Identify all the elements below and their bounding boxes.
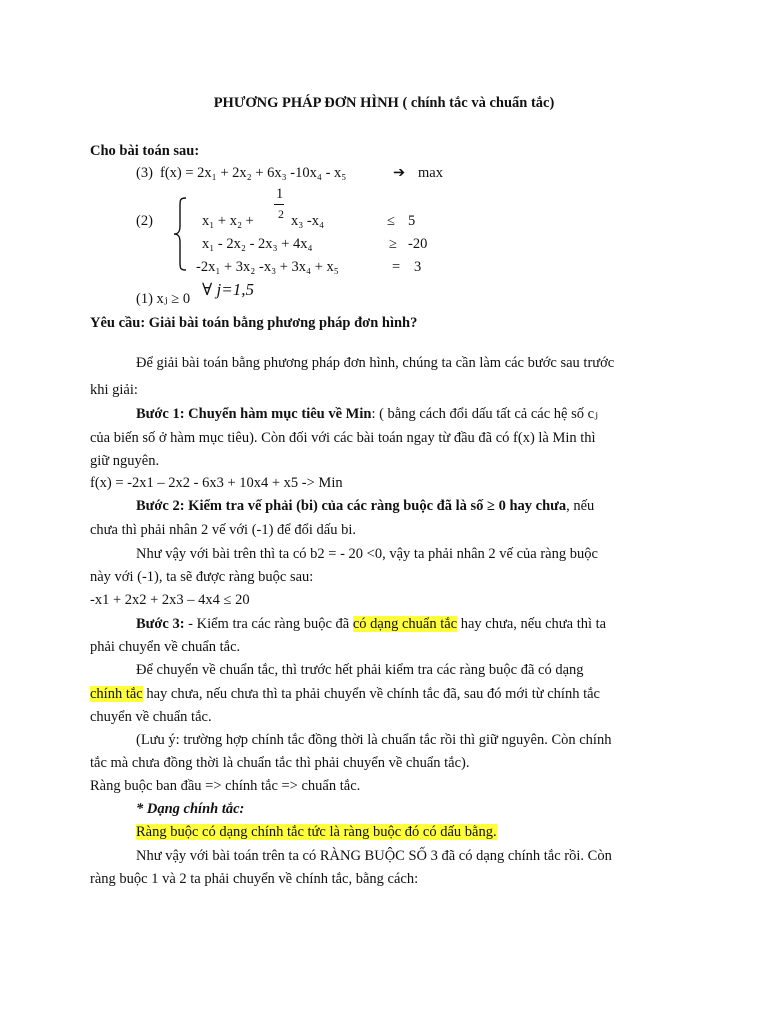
arrow-icon: ➔	[393, 165, 406, 181]
requirement: Yêu cầu: Giải bài toán bằng phương pháp đơn hình?	[90, 315, 418, 331]
constraint-3-rhs: 3	[414, 259, 422, 275]
objective-goal: max	[418, 165, 443, 181]
para-1: Để giải bài toán bằng phương pháp đơn hình, chúng ta cần làm các bước sau trước	[136, 355, 615, 371]
constraint-2-op: ≥	[389, 236, 397, 252]
step-3-explain-cont: chính tắc hay chưa, nếu chưa thì ta phải chuyển về chính tắc đã, sau đó mới từ chính tắc	[90, 686, 600, 702]
step-2-cont: chưa thì phải nhân 2 vế với (-1) để đổi dấu bi.	[90, 522, 356, 538]
step-3: Bước 3: - Kiểm tra các ràng buộc đã có dạng chuẩn tắc hay chưa, nếu chưa thì ta	[136, 616, 607, 632]
step-3-explain: Để chuyển về chuẩn tắc, thì trước hết phải kiểm tra các ràng buộc đã có dạng	[136, 662, 584, 678]
fraction-denominator: 2	[278, 207, 284, 221]
canonical-form-definition: Ràng buộc có dạng chính tắc tức là ràng buộc đó có dấu bằng.	[136, 824, 497, 840]
canonical-form-heading: * Dạng chính tắc:	[136, 801, 245, 817]
nonneg-label: (1) xⱼ ≥ 0	[136, 291, 191, 307]
para-1-cont: khi giải:	[90, 382, 138, 398]
step-2-explain: Như vậy với bài trên thì ta có b2 = - 20 <0, vậy ta phải nhân 2 vế của ràng buộc	[136, 546, 598, 562]
closing-para: Như vậy với bài toán trên ta có RÀNG BUỘC SỐ 3 đã có dạng chính tắc rồi. Còn	[136, 848, 612, 864]
f-min-formula: f(x) = -2x1 – 2x2 - 6x3 + 10x4 + x5 -> Min	[90, 475, 343, 491]
constraint-1-rhs: 5	[408, 213, 416, 229]
note-cont: tắc mà chưa đồng thời là chuẩn tắc thì phải chuyển về chuẩn tắc).	[90, 755, 470, 771]
constraint-3-lhs: -2x₁ + 3x₂ -x₃ + 3x₄ + x₅	[196, 259, 339, 275]
nonneg-quantifier: ∀ j=1,5	[202, 280, 254, 299]
page-title: PHƯƠNG PHÁP ĐƠN HÌNH ( chính tắc và chuẩn tắc)	[213, 95, 555, 111]
step-3-cont: phải chuyển về chuẩn tắc.	[90, 639, 241, 655]
constraints-label: (2)	[136, 213, 153, 229]
step-1-cont: của biến số ở hàm mục tiêu). Còn đối với các bài toán ngay từ đầu đã có f(x) là Min thì	[90, 430, 596, 446]
constraint-1-op: ≤	[387, 213, 395, 229]
closing-para-cont: ràng buộc 1 và 2 ta phải chuyển về chính tắc, bằng cách:	[90, 871, 419, 887]
constraint-1-mid: x₃ -x₄	[291, 213, 325, 229]
step-3-explain-cont-2: chuyển về chuẩn tắc.	[90, 709, 212, 725]
constraint-2-rhs: -20	[408, 236, 428, 252]
step-1-cont-2: giữ nguyên.	[90, 453, 160, 469]
problem-intro: Cho bài toán sau:	[90, 143, 200, 159]
step-1: Bước 1: Chuyển hàm mục tiêu về Min: ( bằng cách đổi dấu tất cả các hệ số cⱼ	[136, 406, 598, 422]
constraint-3-op: =	[392, 259, 401, 275]
objective-label: (3)	[136, 165, 153, 181]
flow-line: Ràng buộc ban đầu => chính tắc => chuẩn tắc.	[90, 778, 361, 794]
fraction-numerator: 1	[276, 186, 284, 202]
note: (Lưu ý: trường hợp chính tắc đồng thời là chuẩn tắc rồi thì giữ nguyên. Còn chính	[136, 732, 612, 748]
step-2-explain-cont: này với (-1), ta sẽ được ràng buộc sau:	[90, 569, 314, 585]
objective-expression: f(x) = 2x₁ + 2x₂ + 6x₃ -10x₄ - x₅	[160, 165, 347, 181]
step-2: Bước 2: Kiểm tra vế phải (bi) của các ràng buộc đã là số ≥ 0 hay chưa, nếu	[136, 498, 595, 514]
constraint-2-lhs: x₁ - 2x₂ - 2x₃ + 4x₄	[202, 236, 313, 252]
transformed-constraint: -x1 + 2x2 + 2x3 – 4x4 ≤ 20	[90, 592, 250, 608]
brace-icon	[172, 196, 188, 272]
constraint-1-lhs: x₁ + x₂ +	[202, 213, 254, 229]
